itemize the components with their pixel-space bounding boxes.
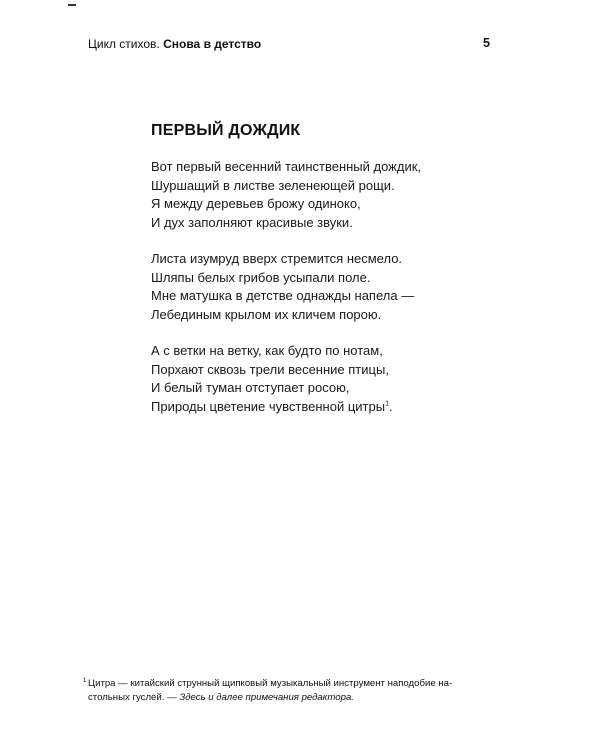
footnote-line-2 bbox=[88, 691, 503, 705]
poem-line: Листа изумруд вверх стремится несмело. bbox=[151, 251, 403, 266]
poem-line: Шуршащий в листве зеленеющей рощи. bbox=[151, 177, 395, 193]
poem bbox=[151, 122, 481, 434]
poem-line: Шляпы белых грибов усыпали поле. bbox=[151, 269, 371, 285]
stanza-1 bbox=[151, 158, 481, 232]
poem-line-text: Природы цветение чувственной цитры bbox=[151, 398, 386, 414]
footnote-line-1: Цитра — китайский струнный щипковый музыкальный инструмент наподобие на- bbox=[88, 678, 453, 689]
page-number: 5 bbox=[483, 36, 490, 50]
footnote-mark: 1 bbox=[83, 678, 87, 684]
poem-line: Порхают сквозь трели весенние птицы, bbox=[151, 361, 389, 377]
editor-note: Здесь и далее примечания редактора. bbox=[179, 692, 354, 703]
stanza-2 bbox=[151, 250, 481, 324]
corner-mark bbox=[68, 4, 76, 6]
running-head bbox=[88, 37, 261, 51]
poem-line: Я между деревьев брожу одиноко, bbox=[151, 196, 361, 211]
poem-line: Вот первый весенний таинственный дождик, bbox=[151, 159, 422, 174]
footnote-text: стольных гуслей. — bbox=[88, 692, 180, 703]
stanza-3 bbox=[151, 342, 481, 416]
poem-line: И дух заполняют красивые звуки. bbox=[151, 214, 353, 230]
footnote bbox=[83, 677, 503, 705]
series-prefix: Цикл стихов. bbox=[88, 37, 160, 51]
line-end-period: . bbox=[388, 398, 393, 414]
poem-line: И белый туман отступает росою, bbox=[151, 380, 350, 395]
series-title: Снова в детство bbox=[163, 37, 262, 51]
poem-line: Мне матушка в детстве однажды напела — bbox=[151, 288, 415, 303]
poem-title: ПЕРВЫЙ ДОЖДИК bbox=[151, 122, 301, 139]
poem-line: Лебединым крылом их кличем порою. bbox=[151, 306, 382, 322]
footnote-ref[interactable]: 1 bbox=[385, 400, 389, 408]
poem-line-last bbox=[151, 398, 481, 417]
poem-line: А с ветки на ветку, как будто по нотам, bbox=[151, 343, 383, 358]
